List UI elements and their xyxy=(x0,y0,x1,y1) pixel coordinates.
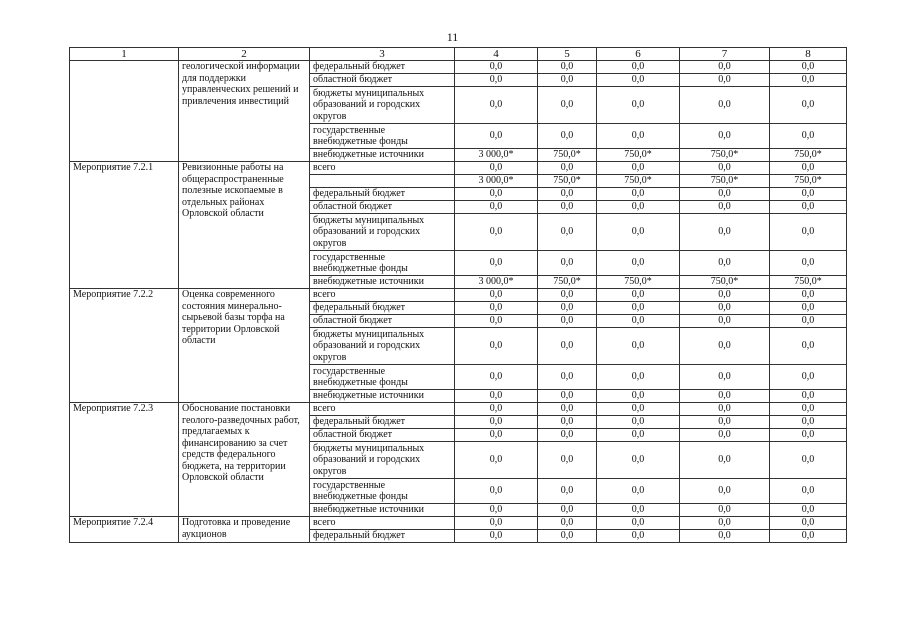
value-cell: 0,0 xyxy=(680,328,770,365)
value-cell: 0,0 xyxy=(538,479,597,504)
value-cell: 0,0 xyxy=(455,74,538,87)
value-cell: 0,0 xyxy=(680,124,770,149)
value-cell: 0,0 xyxy=(538,504,597,517)
value-cell: 0,0 xyxy=(597,315,680,328)
value-cell: 0,0 xyxy=(455,530,538,543)
value-cell: 0,0 xyxy=(597,302,680,315)
value-cell: 0,0 xyxy=(680,429,770,442)
value-cell: 0,0 xyxy=(770,214,847,251)
value-cell: 0,0 xyxy=(538,429,597,442)
event-cell: Мероприятие 7.2.1 xyxy=(70,162,179,289)
value-cell: 0,0 xyxy=(538,201,597,214)
value-cell: 0,0 xyxy=(597,504,680,517)
event-name-cell: Ревизионные работы на общераспространенные полезные ископаемые в отдельных районах Орловской области xyxy=(179,162,310,289)
source-cell: внебюджетные источники xyxy=(310,149,455,162)
value-cell: 0,0 xyxy=(680,251,770,276)
col-header: 5 xyxy=(538,48,597,61)
value-cell: 0,0 xyxy=(680,530,770,543)
value-cell: 0,0 xyxy=(680,390,770,403)
source-cell: федеральный бюджет xyxy=(310,302,455,315)
value-cell: 0,0 xyxy=(770,530,847,543)
value-cell: 3 000,0* xyxy=(455,149,538,162)
value-cell: 750,0* xyxy=(770,276,847,289)
value-cell: 0,0 xyxy=(597,201,680,214)
value-cell: 0,0 xyxy=(538,214,597,251)
source-cell: внебюджетные источники xyxy=(310,276,455,289)
value-cell: 0,0 xyxy=(538,188,597,201)
value-cell: 0,0 xyxy=(597,124,680,149)
value-cell: 0,0 xyxy=(455,214,538,251)
value-cell: 0,0 xyxy=(455,504,538,517)
value-cell: 0,0 xyxy=(680,61,770,74)
value-cell: 0,0 xyxy=(680,74,770,87)
value-cell: 0,0 xyxy=(455,479,538,504)
value-cell: 0,0 xyxy=(538,442,597,479)
col-header: 2 xyxy=(179,48,310,61)
value-cell: 750,0* xyxy=(597,276,680,289)
source-cell: всего xyxy=(310,289,455,302)
source-cell: всего xyxy=(310,162,455,175)
value-cell: 750,0* xyxy=(597,175,680,188)
source-cell: областной бюджет xyxy=(310,429,455,442)
value-cell: 0,0 xyxy=(770,289,847,302)
value-cell: 0,0 xyxy=(770,162,847,175)
col-header: 7 xyxy=(680,48,770,61)
value-cell: 0,0 xyxy=(597,365,680,390)
source-cell: областной бюджет xyxy=(310,315,455,328)
value-cell: 0,0 xyxy=(597,188,680,201)
value-cell: 0,0 xyxy=(597,289,680,302)
value-cell: 0,0 xyxy=(597,390,680,403)
value-cell: 0,0 xyxy=(597,517,680,530)
value-cell: 750,0* xyxy=(680,175,770,188)
value-cell: 750,0* xyxy=(597,149,680,162)
value-cell: 0,0 xyxy=(455,442,538,479)
value-cell: 0,0 xyxy=(538,403,597,416)
value-cell: 0,0 xyxy=(770,365,847,390)
event-name-cell: геологической информации для поддержки управленческих решений и привлечения инвестиций xyxy=(179,61,310,162)
value-cell: 0,0 xyxy=(680,517,770,530)
value-cell: 0,0 xyxy=(597,530,680,543)
value-cell: 0,0 xyxy=(538,74,597,87)
value-cell: 0,0 xyxy=(680,416,770,429)
source-cell: государственные внебюджетные фонды xyxy=(310,479,455,504)
col-header: 3 xyxy=(310,48,455,61)
source-cell: федеральный бюджет xyxy=(310,530,455,543)
value-cell: 0,0 xyxy=(770,390,847,403)
value-cell: 0,0 xyxy=(455,61,538,74)
source-cell: федеральный бюджет xyxy=(310,416,455,429)
value-cell: 0,0 xyxy=(770,416,847,429)
value-cell: 750,0* xyxy=(680,149,770,162)
value-cell: 0,0 xyxy=(455,124,538,149)
value-cell: 0,0 xyxy=(538,162,597,175)
source-cell: государственные внебюджетные фонды xyxy=(310,251,455,276)
value-cell: 0,0 xyxy=(680,442,770,479)
value-cell: 0,0 xyxy=(680,479,770,504)
value-cell: 0,0 xyxy=(680,365,770,390)
table-row xyxy=(70,162,847,175)
value-cell: 0,0 xyxy=(538,517,597,530)
source-cell: внебюджетные источники xyxy=(310,390,455,403)
value-cell: 0,0 xyxy=(770,315,847,328)
value-cell: 3 000,0* xyxy=(455,175,538,188)
source-cell xyxy=(310,175,455,188)
table-row xyxy=(70,517,847,530)
value-cell: 0,0 xyxy=(680,201,770,214)
event-name-cell: Оценка современного состояния минерально-сырьевой базы торфа на территории Орловской области xyxy=(179,289,310,403)
value-cell: 0,0 xyxy=(455,328,538,365)
page-number: 11 xyxy=(446,30,459,44)
source-cell: областной бюджет xyxy=(310,74,455,87)
value-cell: 0,0 xyxy=(770,74,847,87)
value-cell: 0,0 xyxy=(680,302,770,315)
value-cell: 0,0 xyxy=(455,188,538,201)
col-header: 1 xyxy=(70,48,179,61)
table-row xyxy=(70,61,847,74)
value-cell: 0,0 xyxy=(597,416,680,429)
budget-table xyxy=(69,47,847,543)
source-cell: бюджеты муниципальных образований и городских округов xyxy=(310,442,455,479)
value-cell: 0,0 xyxy=(680,214,770,251)
value-cell: 3 000,0* xyxy=(455,276,538,289)
event-name-cell: Подготовка и проведение аукционов xyxy=(179,517,310,543)
value-cell: 0,0 xyxy=(597,403,680,416)
value-cell: 0,0 xyxy=(770,504,847,517)
value-cell: 0,0 xyxy=(538,390,597,403)
value-cell: 0,0 xyxy=(770,429,847,442)
value-cell: 0,0 xyxy=(597,479,680,504)
value-cell: 0,0 xyxy=(455,517,538,530)
value-cell: 0,0 xyxy=(680,87,770,124)
value-cell: 0,0 xyxy=(770,517,847,530)
source-cell: внебюджетные источники xyxy=(310,504,455,517)
value-cell: 0,0 xyxy=(770,61,847,74)
col-header: 4 xyxy=(455,48,538,61)
value-cell: 0,0 xyxy=(455,162,538,175)
value-cell: 0,0 xyxy=(538,61,597,74)
value-cell: 0,0 xyxy=(680,403,770,416)
source-cell: бюджеты муниципальных образований и городских округов xyxy=(310,328,455,365)
value-cell: 0,0 xyxy=(538,251,597,276)
value-cell: 0,0 xyxy=(770,442,847,479)
value-cell: 0,0 xyxy=(597,162,680,175)
table-row xyxy=(70,289,847,302)
source-cell: государственные внебюджетные фонды xyxy=(310,124,455,149)
table-row xyxy=(70,403,847,416)
source-cell: федеральный бюджет xyxy=(310,188,455,201)
value-cell: 0,0 xyxy=(538,328,597,365)
value-cell: 0,0 xyxy=(597,442,680,479)
value-cell: 0,0 xyxy=(770,479,847,504)
value-cell: 0,0 xyxy=(597,328,680,365)
value-cell: 750,0* xyxy=(538,276,597,289)
value-cell: 0,0 xyxy=(597,74,680,87)
value-cell: 0,0 xyxy=(770,124,847,149)
header-row xyxy=(70,48,847,61)
value-cell: 0,0 xyxy=(538,315,597,328)
value-cell: 0,0 xyxy=(597,251,680,276)
value-cell: 0,0 xyxy=(538,416,597,429)
value-cell: 0,0 xyxy=(455,251,538,276)
value-cell: 0,0 xyxy=(455,87,538,124)
source-cell: всего xyxy=(310,403,455,416)
value-cell: 750,0* xyxy=(538,149,597,162)
value-cell: 750,0* xyxy=(680,276,770,289)
value-cell: 0,0 xyxy=(538,289,597,302)
value-cell: 0,0 xyxy=(538,124,597,149)
value-cell: 750,0* xyxy=(538,175,597,188)
value-cell: 750,0* xyxy=(770,175,847,188)
value-cell: 0,0 xyxy=(770,302,847,315)
source-cell: всего xyxy=(310,517,455,530)
event-name-cell: Обоснование постановки геолого-разведочных работ, предлагаемых к финансированию за счет средств федерального бюджета, на территории Орловской области xyxy=(179,403,310,517)
event-cell: Мероприятие 7.2.3 xyxy=(70,403,179,517)
value-cell: 0,0 xyxy=(770,87,847,124)
value-cell: 0,0 xyxy=(770,328,847,365)
value-cell: 750,0* xyxy=(770,149,847,162)
value-cell: 0,0 xyxy=(770,403,847,416)
value-cell: 0,0 xyxy=(455,315,538,328)
value-cell: 0,0 xyxy=(455,302,538,315)
value-cell: 0,0 xyxy=(597,87,680,124)
event-cell xyxy=(70,61,179,162)
value-cell: 0,0 xyxy=(597,214,680,251)
value-cell: 0,0 xyxy=(770,251,847,276)
value-cell: 0,0 xyxy=(680,289,770,302)
value-cell: 0,0 xyxy=(680,315,770,328)
col-header: 6 xyxy=(597,48,680,61)
source-cell: бюджеты муниципальных образований и городских округов xyxy=(310,87,455,124)
col-header: 8 xyxy=(770,48,847,61)
value-cell: 0,0 xyxy=(597,429,680,442)
source-cell: областной бюджет xyxy=(310,201,455,214)
value-cell: 0,0 xyxy=(538,530,597,543)
value-cell: 0,0 xyxy=(770,201,847,214)
event-cell: Мероприятие 7.2.2 xyxy=(70,289,179,403)
value-cell: 0,0 xyxy=(455,201,538,214)
source-cell: федеральный бюджет xyxy=(310,61,455,74)
value-cell: 0,0 xyxy=(455,289,538,302)
source-cell: бюджеты муниципальных образований и городских округов xyxy=(310,214,455,251)
value-cell: 0,0 xyxy=(455,416,538,429)
value-cell: 0,0 xyxy=(538,365,597,390)
value-cell: 0,0 xyxy=(680,162,770,175)
value-cell: 0,0 xyxy=(455,390,538,403)
value-cell: 0,0 xyxy=(455,365,538,390)
value-cell: 0,0 xyxy=(680,504,770,517)
value-cell: 0,0 xyxy=(770,188,847,201)
source-cell: государственные внебюджетные фонды xyxy=(310,365,455,390)
value-cell: 0,0 xyxy=(538,87,597,124)
value-cell: 0,0 xyxy=(538,302,597,315)
value-cell: 0,0 xyxy=(455,429,538,442)
value-cell: 0,0 xyxy=(455,403,538,416)
event-cell: Мероприятие 7.2.4 xyxy=(70,517,179,543)
value-cell: 0,0 xyxy=(680,188,770,201)
value-cell: 0,0 xyxy=(597,61,680,74)
